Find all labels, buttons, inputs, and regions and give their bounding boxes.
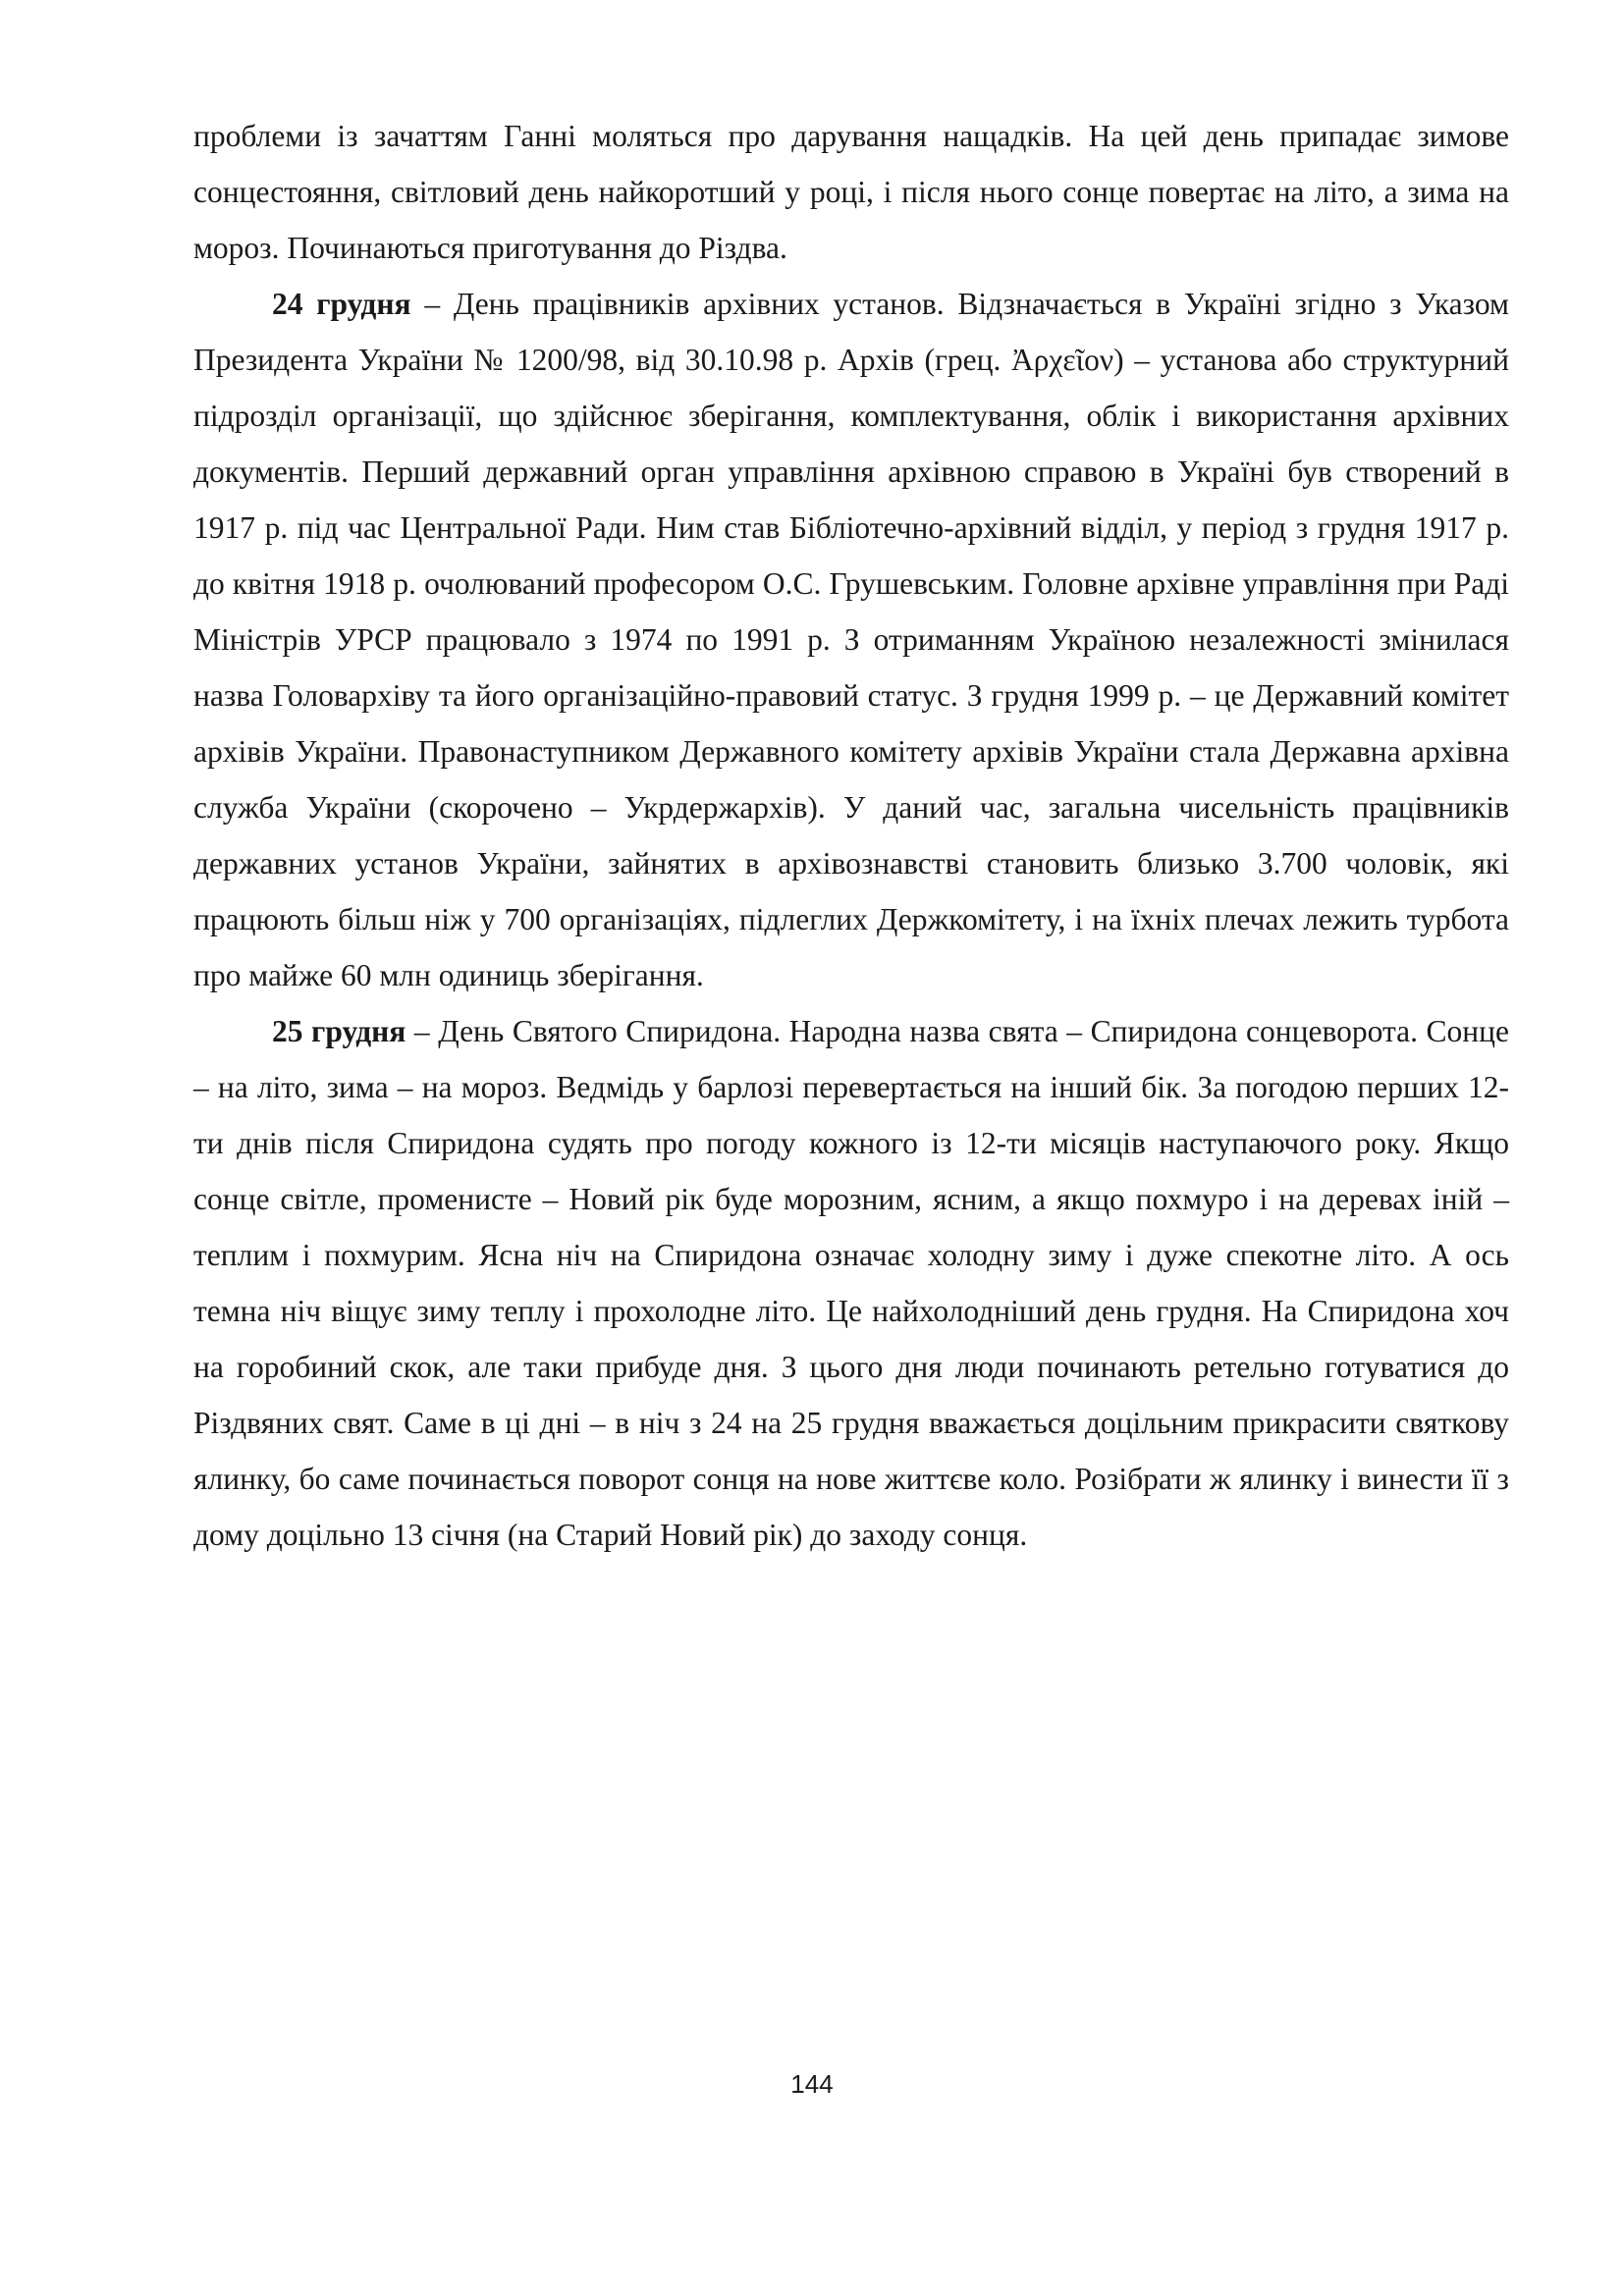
date-heading: 24 грудня [272, 287, 411, 321]
page-number: 144 [790, 2069, 834, 2099]
paragraph-december-24 [193, 276, 1509, 1003]
paragraph-december-25 [193, 1003, 1509, 1563]
paragraph-text: проблеми із зачаттям Ганні моляться про дарування нащадків. На цей день припадає зимове сонцестояння, світловий день найкоротший у році, і після нього сонце повертає на літо, а зима на мороз. Починаються приготування до Різдва. [193, 119, 1509, 265]
date-heading: 25 грудня [272, 1014, 406, 1048]
paragraph-continuation [193, 108, 1509, 276]
paragraph-text: – День Святого Спиридона. Народна назва свята – Спиридона сонцеворота. Сонце – на літо, зима – на мороз. Ведмідь у барлозі перевертається на інший бік. За погодою перших 12-ти днів після Спиридона судять про погоду кожного із 12-ти місяців наступаючого року. Якщо сонце світле, променисте – Новий рік буде морозним, ясним, а якщо похмуро і на деревах іній – теплим і похмурим. Ясна ніч на Спиридона означає холодну зиму і дуже спекотне літо. А ось темна ніч віщує зиму теплу і прохолодне літо. Це найхолодніший день грудня. На Спиридона хоч на горобиний скок, але таки прибуде дня. З цього дня люди починають ретельно готуватися до Різдвяних свят. Саме в ці дні – в ніч з 24 на 25 грудня вважається доцільним прикрасити святкову ялинку, бо саме починається поворот сонця на нове життєве коло. Розібрати ж ялинку і винести її з дому доцільно 13 січня (на Старий Новий рік) до заходу сонця. [193, 1014, 1509, 1552]
page-body [193, 108, 1509, 1563]
paragraph-text: – День працівників архівних установ. Відзначається в Україні згідно з Указом Президента України № 1200/98, від 30.10.98 р. Архів (грец. Ἀρχεῖον) – установа або структурний підрозділ організації, що здійснює зберігання, комплектування, облік і використання архівних документів. Перший державний орган управління архівною справою в Україні був створений в 1917 р. під час Центральної Ради. Ним став Бібліотечно-архівний відділ, у період з грудня 1917 р. до квітня 1918 р. очолюваний професором О.С. Грушевським. Головне архівне управління при Раді Міністрів УРСР працювало з 1974 по 1991 р. З отриманням Україною незалежності змінилася назва Головархіву та його організаційно-правовий статус. З грудня 1999 р. – це Державний комітет архівів України. Правонаступником Державного комітету архівів України стала Державна архівна служба України (скорочено – Укрдержархів). У даний час, загальна чисельність працівників державних установ України, зайнятих в архівознавстві становить близько 3.700 чоловік, які працюють більш ніж у 700 організаціях, підлеглих Держкомітету, і на їхніх плечах лежить турбота про майже 60 млн одиниць зберігання. [193, 287, 1509, 992]
